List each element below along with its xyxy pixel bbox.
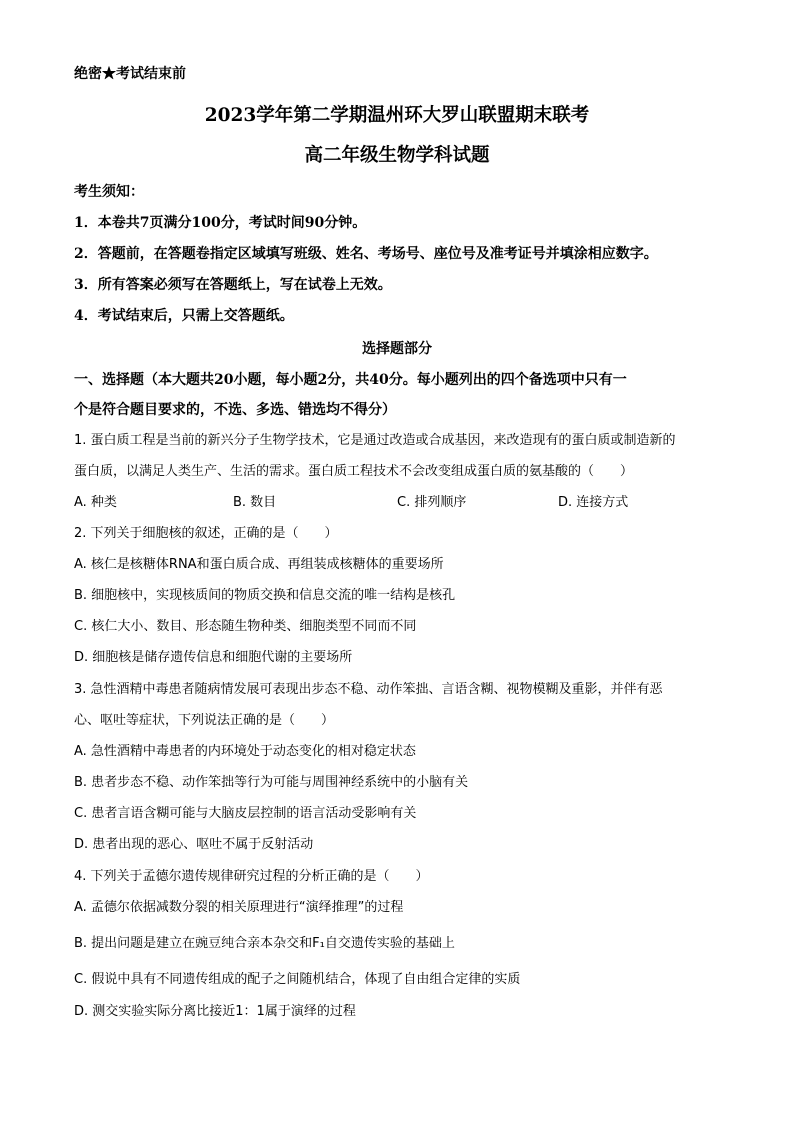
question-3-option-b: B. 患者步态不稳、动作笨拙等行为可能与周围神经系统中的小脑有关: [74, 775, 469, 790]
notice-heading: 考生须知：: [74, 184, 144, 200]
section-instruction-line1: 一、选择题（本大题共20小题，每小题2分，共40分。每小题列出的四个备选项中只有一: [74, 372, 627, 388]
confidential-label: 绝密★考试结束前: [74, 66, 186, 82]
question-3-option-d: D. 患者出现的恶心、呕吐不属于反射活动: [74, 837, 314, 852]
question-1-option-b: B. 数目: [233, 495, 277, 510]
notice-item-2: 2．答题前，在答题卷指定区域填写班级、姓名、考场号、座位号及准考证号并填涂相应数字。: [74, 246, 658, 262]
question-1-stem-line1: 1. 蛋白质工程是当前的新兴分子生物学技术，它是通过改造或合成基因，来改造现有的蛋白质或制造新的: [74, 433, 676, 448]
question-2-option-c: C. 核仁大小、数目、形态随生物种类、细胞类型不同而不同: [74, 619, 417, 634]
question-3-stem-line1: 3. 急性酒精中毒患者随病情发展可表现出步态不稳、动作笨拙、言语含糊、视物模糊及重影，并伴有恶: [74, 682, 663, 697]
question-3-option-c: C. 患者言语含糊可能与大脑皮层控制的语言活动受影响有关: [74, 806, 417, 821]
question-4-stem-line1: 4. 下列关于孟德尔遗传规律研究过程的分析正确的是（ ）: [74, 869, 429, 884]
question-4-option-d: D. 测交实验实际分离比接近1：1属于演绎的过程: [74, 1004, 356, 1019]
question-2-stem-line1: 2. 下列关于细胞核的叙述，正确的是（ ）: [74, 526, 338, 541]
exam-subtitle: 高二年级生物学科试题: [304, 145, 490, 166]
question-1-option-a: A. 种类: [74, 495, 117, 510]
section-title: 选择题部分: [362, 341, 432, 357]
question-4-option-b: B. 提出问题是建立在豌豆纯合亲本杂交和F₁自交遗传实验的基础上: [74, 936, 455, 951]
exam-title: 2023学年第二学期温州环大罗山联盟期末联考: [204, 105, 590, 126]
question-1-option-c: C. 排列顺序: [397, 495, 467, 510]
question-1-stem-line2: 蛋白质，以满足人类生产、生活的需求。蛋白质工程技术不会改变组成蛋白质的氨基酸的（ ）: [74, 464, 634, 479]
notice-item-4: 4．考试结束后，只需上交答题纸。: [74, 308, 294, 324]
question-2-option-b: B. 细胞核中，实现核质间的物质交换和信息交流的唯一结构是核孔: [74, 588, 456, 603]
question-2-option-d: D. 细胞核是储存遗传信息和细胞代谢的主要场所: [74, 650, 353, 665]
question-4-option-a: A. 孟德尔依据减数分裂的相关原理进行“演绎推理”的过程: [74, 900, 404, 915]
question-2-option-a: A. 核仁是核糖体RNA和蛋白质合成、再组装成核糖体的重要场所: [74, 557, 444, 572]
question-1-option-d: D. 连接方式: [558, 495, 629, 510]
question-3-stem-line2: 心、呕吐等症状，下列说法正确的是（ ）: [74, 713, 335, 728]
question-3-option-a: A. 急性酒精中毒患者的内环境处于动态变化的相对稳定状态: [74, 744, 416, 759]
section-instruction-line2: 个是符合题目要求的，不选、多选、错选均不得分）: [74, 402, 396, 418]
notice-item-1: 1．本卷共7页满分100分，考试时间90分钟。: [74, 215, 367, 231]
notice-item-3: 3．所有答案必须写在答题纸上，写在试卷上无效。: [74, 277, 392, 293]
question-4-option-c: C. 假说中具有不同遗传组成的配子之间随机结合，体现了自由组合定律的实质: [74, 972, 521, 987]
